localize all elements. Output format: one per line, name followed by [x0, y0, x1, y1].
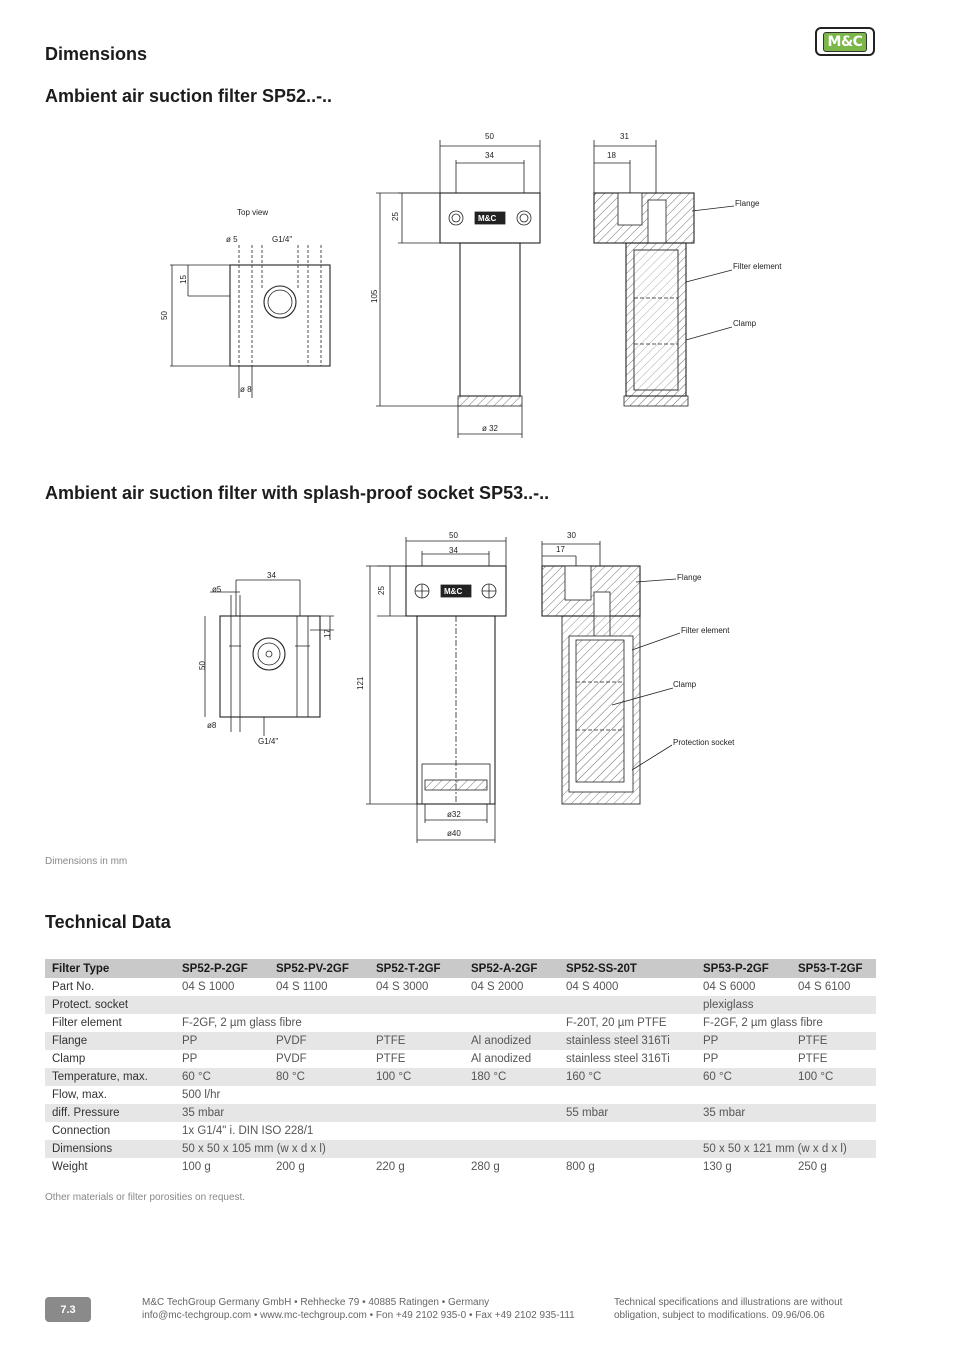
technical-data-table: [45, 959, 876, 1176]
sp52-g14: G1/4": [272, 235, 293, 244]
sp53-clamp-label: Clamp: [673, 680, 697, 689]
row-label: diff. Pressure: [45, 1104, 175, 1122]
sp52-top-view-body: [230, 265, 330, 366]
table-cell: 100 °C: [791, 1068, 876, 1086]
row-label: Filter element: [52, 1017, 122, 1029]
sp53-dim50: 50: [449, 531, 458, 540]
table-row: [45, 1158, 876, 1176]
sp53-dim50v: 50: [198, 661, 207, 670]
row-label: Part No.: [52, 981, 95, 993]
table-cell: 60 °C: [175, 1068, 269, 1086]
sp53-dim121: 121: [356, 676, 365, 690]
table-row: [45, 1140, 876, 1158]
table-cell: 04 S 4000: [566, 981, 619, 993]
table-cell: 04 S 1100: [276, 981, 328, 993]
table-cell: 500 l/hr: [182, 1089, 221, 1101]
sp52-d5: ø 5: [226, 235, 238, 244]
sp52-dim34: 34: [485, 151, 494, 160]
table-cell: PP: [175, 1032, 269, 1050]
table-cell: 80 °C: [269, 1068, 369, 1086]
footer-address: [142, 1296, 575, 1322]
sp53-dim34: 34: [449, 546, 458, 555]
table-cell: 100 °C: [369, 1068, 464, 1086]
sp53-d8: ø8: [207, 721, 217, 730]
sp53-flange-label: Flange: [677, 573, 702, 582]
logo-text: M&C: [823, 32, 868, 52]
section-title-dimensions: Dimensions: [45, 44, 148, 64]
footer-address-line: M&C TechGroup Germany GmbH • Rehhecke 79 • 40885 Ratingen • Germany: [142, 1297, 490, 1308]
footer-contact-line: info@mc-techgroup.com • www.mc-techgroup.com • Fon +49 2102 935-0 • Fax +49 2102 935-111: [142, 1310, 575, 1321]
sp53-dim25: 25: [377, 586, 386, 595]
table-cell: 220 g: [376, 1161, 405, 1173]
table-row: [45, 1068, 876, 1086]
row-label: Flow, max.: [52, 1089, 107, 1101]
table-cell: 180 °C: [464, 1068, 559, 1086]
table-cell: 50 x 50 x 105 mm (w x d x l): [175, 1140, 696, 1158]
page-number-badge: 7.3: [45, 1297, 91, 1322]
mc-logo: [815, 27, 875, 56]
sp52-dim50: 50: [485, 132, 494, 141]
table-header: SP52-PV-2GF: [269, 959, 369, 978]
sp53-d32: ø32: [447, 810, 461, 819]
table-cell: PVDF: [269, 1032, 369, 1050]
table-cell: 200 g: [276, 1161, 305, 1173]
table-cell: PP: [696, 1032, 791, 1050]
sp53-filter-element-label: Filter element: [681, 626, 730, 635]
table-row: [45, 996, 876, 1014]
sp52-dim50v: 50: [160, 311, 169, 320]
table-cell: 130 g: [703, 1161, 732, 1173]
table-row: [45, 1050, 876, 1068]
row-label: Protect. socket: [45, 996, 175, 1014]
footer-legal-line: Technical specifications and illustrations are without: [614, 1297, 843, 1308]
table-cell: Al anodized: [471, 1053, 532, 1065]
sp52-flange-label: Flange: [735, 199, 760, 208]
table-cell: PVDF: [276, 1053, 307, 1065]
table-cell: 04 S 2000: [471, 981, 524, 993]
sp53-front-badge: M&C: [444, 587, 463, 596]
sp52-dim105: 105: [370, 289, 379, 303]
row-label: Dimensions: [45, 1140, 175, 1158]
table-cell: PTFE: [798, 1053, 828, 1065]
table-cell: 04 S 3000: [376, 981, 429, 993]
table-cell: F-20T, 20 µm PTFE: [566, 1017, 667, 1029]
table-cell: 1x G1/4" i. DIN ISO 228/1: [182, 1125, 314, 1137]
footer-legal: [614, 1296, 842, 1322]
table-header: SP53-T-2GF: [791, 959, 876, 978]
table-cell: 35 mbar: [175, 1104, 559, 1122]
table-row: [45, 1086, 876, 1104]
sp53-drawing: [0, 525, 954, 850]
row-label: Temperature, max.: [45, 1068, 175, 1086]
sp52-d8: ø 8: [240, 385, 252, 394]
row-label: Clamp: [52, 1053, 86, 1065]
table-header: SP52-T-2GF: [369, 959, 464, 978]
sp53-dim17: 17: [323, 629, 332, 638]
table-cell: 250 g: [798, 1161, 827, 1173]
sp52-filter-element-label: Filter element: [733, 262, 782, 271]
sp53-g14: G1/4": [258, 737, 279, 746]
section-title-technical-data: Technical Data: [45, 912, 171, 932]
table-cell: plexiglass: [696, 996, 876, 1014]
row-label: Weight: [52, 1161, 88, 1173]
table-row: [45, 1014, 876, 1032]
title-sp53: Ambient air suction filter with splash-proof socket SP53..-..: [45, 483, 550, 503]
sp52-d32: ø 32: [482, 424, 499, 433]
table-cell: 50 x 50 x 121 mm (w x d x l): [696, 1140, 876, 1158]
sp52-dim18: 18: [607, 151, 616, 160]
table-header-row: [45, 959, 876, 978]
row-label: Flange: [45, 1032, 175, 1050]
table-cell: F-2GF, 2 µm glass fibre: [182, 1017, 302, 1029]
title-sp52: Ambient air suction filter SP52..-..: [45, 86, 333, 106]
sp52-drawing: [0, 120, 954, 450]
table-cell: [175, 996, 696, 1014]
table-cell: PP: [703, 1053, 719, 1065]
table-cell: PTFE: [376, 1053, 406, 1065]
dimensions-note: Dimensions in mm: [45, 856, 128, 867]
footer-legal-line: obligation, subject to modifications. 09.96/06.06: [614, 1310, 825, 1321]
table-header: Filter Type: [45, 959, 175, 978]
table-cell: stainless steel 316Ti: [559, 1032, 696, 1050]
sp52-clamp-label: Clamp: [733, 319, 757, 328]
table-cell: PTFE: [791, 1032, 876, 1050]
sp52-dim31: 31: [620, 132, 629, 141]
sp53-dim34-top: 34: [267, 571, 276, 580]
row-label: Connection: [52, 1125, 111, 1137]
table-cell: 04 S 6100: [798, 981, 851, 993]
table-note: Other materials or filter porosities on request.: [45, 1192, 246, 1203]
table-cell: PP: [182, 1053, 198, 1065]
table-header: SP52-SS-20T: [559, 959, 696, 978]
table-header: SP53-P-2GF: [696, 959, 791, 978]
table-cell: PTFE: [369, 1032, 464, 1050]
table-cell: 800 g: [566, 1161, 595, 1173]
table-cell: 04 S 1000: [182, 981, 235, 993]
sp52-dim25: 25: [391, 212, 400, 221]
sp53-protection-socket-label: Protection socket: [673, 738, 735, 747]
sp53-dim30: 30: [567, 531, 576, 540]
table-row: [45, 1032, 876, 1050]
sp52-top-view-label: Top view: [237, 208, 269, 217]
sp52-front-badge: M&C: [478, 214, 497, 223]
table-header: SP52-P-2GF: [175, 959, 269, 978]
table-cell: 160 °C: [559, 1068, 696, 1086]
table-row: [45, 978, 876, 996]
table-cell: 60 °C: [696, 1068, 791, 1086]
table-cell: 100 g: [182, 1161, 211, 1173]
table-header: SP52-A-2GF: [464, 959, 559, 978]
table-cell: 55 mbar: [559, 1104, 696, 1122]
table-cell: Al anodized: [464, 1032, 559, 1050]
sp53-d5: ø5: [212, 585, 222, 594]
sp53-dim17b: 17: [556, 545, 565, 554]
table-cell: 04 S 6000: [703, 981, 756, 993]
table-cell: stainless steel 316Ti: [566, 1053, 670, 1065]
table-cell: 35 mbar: [696, 1104, 876, 1122]
sp53-d40: ø40: [447, 829, 461, 838]
table-row: [45, 1104, 876, 1122]
table-cell: F-2GF, 2 µm glass fibre: [703, 1017, 823, 1029]
table-cell: 280 g: [471, 1161, 500, 1173]
table-row: [45, 1122, 876, 1140]
sp52-dim15: 15: [179, 275, 188, 284]
